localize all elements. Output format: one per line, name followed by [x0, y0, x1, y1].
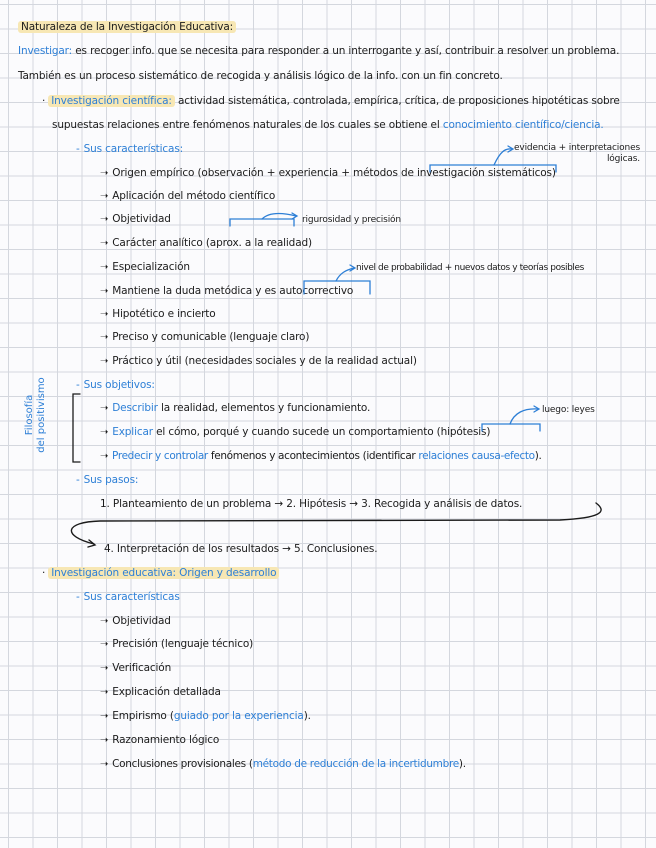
- objetivo-text-end: ).: [534, 450, 542, 462]
- educativa-item: [100, 757, 466, 772]
- arrow-icon: ➝: [100, 711, 109, 722]
- arrow-icon: ➝: [100, 356, 109, 367]
- cientifica-def-line-1: [42, 94, 620, 108]
- dash-marker: -: [76, 591, 80, 603]
- bullet-dot: ·: [42, 567, 46, 579]
- educativa-item: [100, 614, 171, 629]
- educativa-item-text: Razonamiento lógico: [112, 734, 220, 746]
- arrowhead-mark: [292, 213, 297, 219]
- educativa-item: [100, 709, 311, 724]
- curve-arrow-mark: [336, 268, 354, 281]
- curve-arrow-mark: [510, 409, 538, 424]
- note-evidencia: evidencia + interpretaciones lógicas.: [514, 143, 640, 164]
- objetivo-text: la realidad, elementos y funcionamiento.: [157, 402, 371, 414]
- intro-line-2: También es un proceso sistemático de recogida y análisis lógico de la info. con un fin concreto.: [18, 70, 503, 82]
- cientifica-def-1: actividad sistemática, controlada, empírica, crítica, de proposiciones hipotéticas sobre: [174, 95, 620, 107]
- educativa-heading-line: [42, 566, 279, 580]
- caracteristica-item: [100, 354, 417, 369]
- curve-arrow-mark: [494, 149, 512, 165]
- caracteristica-item: [100, 307, 216, 322]
- caracteristica-text: Especialización: [112, 261, 190, 273]
- caracteristica-text: Preciso y comunicable (lenguaje claro): [112, 331, 310, 343]
- objetivo-item: [100, 425, 490, 440]
- arrow-icon: ➝: [100, 168, 109, 179]
- educativa-item-end: ).: [458, 758, 466, 770]
- educativa-item-blue: método de reducción de la incertidumbre: [252, 758, 459, 770]
- educativa-item-text: Explicación detallada: [112, 686, 221, 698]
- pasos-line-1: 1. Planteamiento de un problema → 2. Hipótesis → 3. Recogida y análisis de datos.: [100, 498, 523, 510]
- caracteristica-text: Mantiene la duda metódica y es autocorrectivo: [112, 285, 354, 297]
- objetivo-item: [100, 449, 541, 464]
- note-probabilidad: nivel de probabilidad + nuevos datos y teorías posibles: [356, 263, 584, 273]
- arrow-icon: ➝: [100, 286, 109, 297]
- caracteristicas-heading-text: Sus características:: [83, 143, 184, 155]
- objetivo-keyword: Predecir y controlar: [112, 450, 208, 462]
- caracteristica-text: Práctico y útil (necesidades sociales y de la realidad actual): [112, 355, 417, 367]
- arrow-icon: ➝: [100, 238, 109, 249]
- curve-arrow-mark: [262, 214, 296, 219]
- side-label-line-2: del positivismo: [36, 377, 47, 453]
- title-text: Naturaleza de la Investigación Educativa:: [18, 21, 236, 33]
- educativa-heading: Investigación educativa: Origen y desarrollo: [48, 567, 279, 579]
- page-title: [18, 20, 236, 34]
- pasos-heading-text: Sus pasos:: [83, 474, 139, 486]
- caracteristica-item: [100, 284, 353, 299]
- objetivo-text: el cómo, porqué y cuando sucede un comportamiento (hipótesis): [152, 426, 491, 438]
- bullet-dot: ·: [42, 95, 46, 107]
- arrow-icon: ➝: [100, 191, 109, 202]
- arrow-icon: ➝: [100, 309, 109, 320]
- arrow-icon: ➝: [100, 759, 109, 770]
- cientifica-def-line-2: [52, 118, 604, 132]
- bracket-mark: [230, 219, 294, 226]
- educativa-item-text: Empirismo (: [112, 710, 174, 722]
- note-rigurosidad: rigurosidad y precisión: [302, 215, 401, 225]
- arrow-icon: ➝: [100, 262, 109, 273]
- caracteristica-text: Hipotético e incierto: [112, 308, 216, 320]
- educativa-caracteristicas-text: Sus características: [83, 591, 180, 603]
- dash-marker: -: [76, 474, 80, 486]
- arrow-icon: ➝: [100, 427, 109, 438]
- educativa-caracteristicas-heading: [76, 590, 180, 604]
- arrow-icon: ➝: [100, 403, 109, 414]
- educativa-item: [100, 733, 219, 748]
- pasos-heading: [76, 473, 138, 487]
- objetivo-text: fenómenos y acontecimientos (identificar: [207, 450, 419, 462]
- arrow-icon: ➝: [100, 735, 109, 746]
- caracteristica-item: [100, 330, 309, 345]
- arrow-icon: ➝: [100, 687, 109, 698]
- caracteristica-item: [100, 189, 275, 204]
- cientifica-heading: Investigación científica:: [48, 95, 175, 107]
- caracteristica-text: Aplicación del método científico: [112, 190, 276, 202]
- arrow-icon: ➝: [100, 616, 109, 627]
- caracteristica-item: [100, 212, 171, 227]
- objetivos-heading-text: Sus objetivos:: [83, 379, 155, 391]
- objetivos-bracket-mark: [73, 394, 80, 462]
- educativa-item: [100, 637, 253, 652]
- pasos-line-2: 4. Interpretación de los resultados → 5. Conclusiones.: [104, 543, 378, 555]
- arrow-icon: ➝: [100, 663, 109, 674]
- side-label-line-1: Filosofía: [24, 394, 35, 436]
- educativa-item-blue: guiado por la experiencia: [173, 710, 304, 722]
- arrow-icon: ➝: [100, 451, 109, 462]
- intro-line-1: [18, 44, 619, 58]
- objetivo-item: [100, 401, 370, 416]
- caracteristica-item: [100, 260, 190, 275]
- dash-marker: -: [76, 143, 80, 155]
- objetivo-keyword-2: relaciones causa-efecto: [418, 450, 535, 462]
- educativa-item-text: Conclusiones provisionales (: [112, 758, 253, 770]
- caracteristica-text: Carácter analítico (aprox. a la realidad): [112, 237, 312, 249]
- caracteristicas-heading: [76, 142, 183, 156]
- arrowhead-mark: [88, 540, 95, 547]
- objetivo-keyword: Explicar: [112, 426, 153, 438]
- educativa-item-text: Verificación: [112, 662, 172, 674]
- arrow-icon: ➝: [100, 332, 109, 343]
- dash-marker: -: [76, 379, 80, 391]
- caracteristica-item: [100, 236, 312, 251]
- intro-term: Investigar:: [18, 45, 73, 57]
- arrowhead-mark: [350, 265, 355, 271]
- arrow-icon: ➝: [100, 214, 109, 225]
- caracteristica-item: [100, 166, 556, 181]
- arrow-icon: ➝: [100, 639, 109, 650]
- intro-line1-rest: es recoger info. que se necesita para responder a un interrogante y así, contribuir a resolver un problema.: [72, 45, 620, 57]
- caracteristica-text: Origen empírico (observación + experiencia + métodos de investigación sistemáticos): [112, 167, 556, 179]
- objetivos-heading: [76, 378, 155, 392]
- educativa-item: [100, 661, 171, 676]
- side-label: [24, 375, 48, 455]
- educativa-item: [100, 685, 221, 700]
- cientifica-def-blue: conocimiento científico/ciencia.: [442, 119, 604, 131]
- arrowhead-mark: [534, 406, 539, 412]
- educativa-item-text: Precisión (lenguaje técnico): [112, 638, 254, 650]
- educativa-item-end: ).: [303, 710, 311, 722]
- bracket-mark: [482, 424, 540, 431]
- caracteristica-text: Objetividad: [112, 213, 171, 225]
- objetivo-keyword: Describir: [112, 402, 158, 414]
- note-luego: luego: leyes: [542, 405, 595, 415]
- cientifica-def-2: supuestas relaciones entre fenómenos naturales de los cuales se obtiene el: [52, 119, 443, 131]
- educativa-item-text: Objetividad: [112, 615, 171, 627]
